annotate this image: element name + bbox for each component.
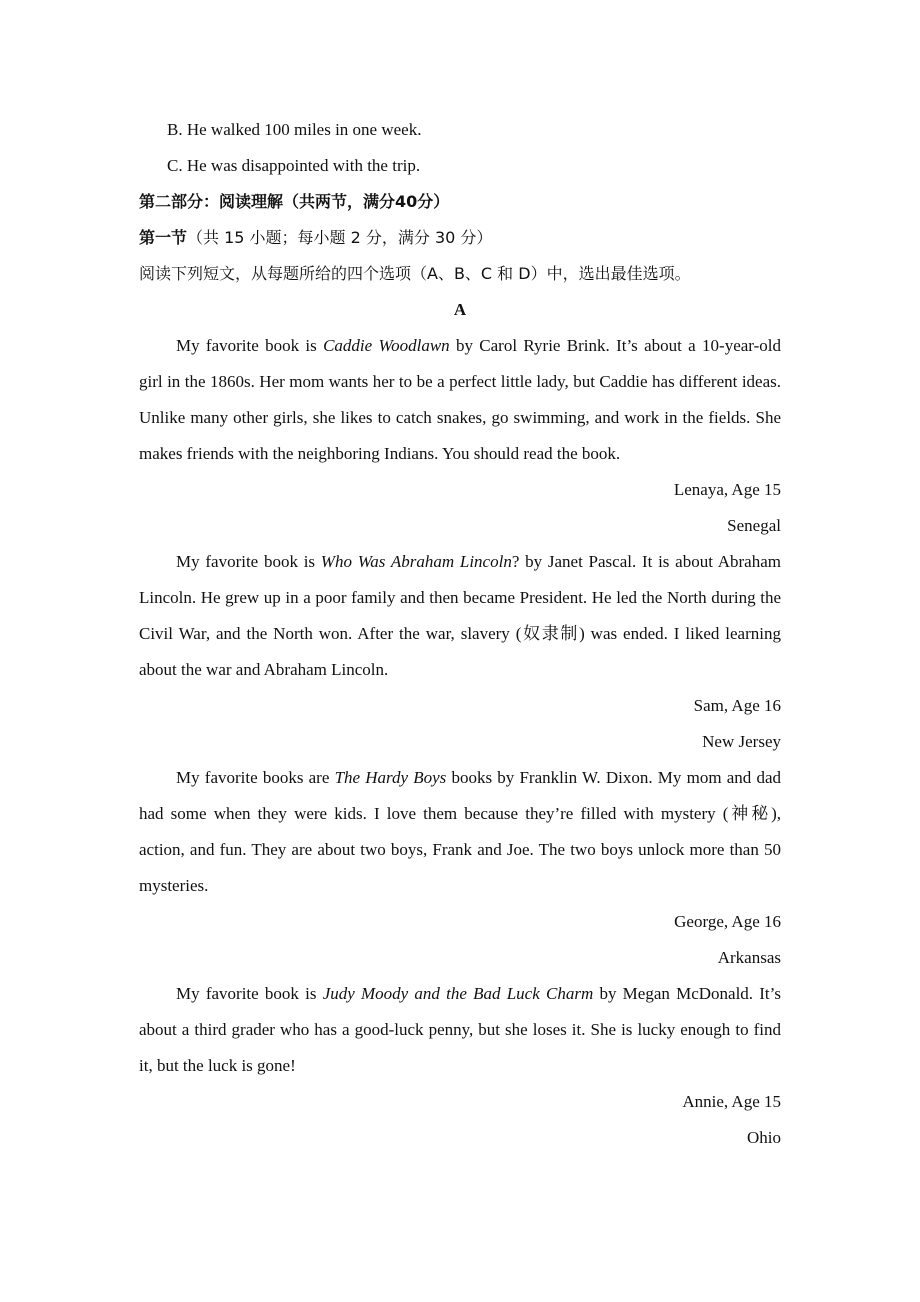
entry-intro: My favorite book is xyxy=(176,336,324,355)
entry-body: by Carol Ryrie Brink. It’s about a 10-year-old girl in the 1860s. Her mom wants her to be a perfect little lady, but Caddie has different ideas. Unlike many other girls, she likes to catch snakes, go swimming, and work in the fields. She makes friends with the neighboring Indians. You should read the book. xyxy=(139,336,781,463)
author-name: Sam, Age 16 xyxy=(693,696,781,715)
subsection-line xyxy=(139,220,781,256)
entry-intro: My favorite book is xyxy=(176,552,321,571)
book-title: The Hardy Boys xyxy=(334,768,447,787)
option-b: B. He walked 100 miles in one week. xyxy=(167,120,422,139)
entry-text xyxy=(139,760,781,904)
option-c: C. He was disappointed with the trip. xyxy=(167,156,421,175)
book-title: Caddie Woodlawn xyxy=(323,336,450,355)
passage-letter: A xyxy=(453,300,467,319)
section-heading: 第二部分：阅读理解（共两节，满分40分） xyxy=(139,192,450,211)
entry-body: books by Franklin W. Dixon. My mom and dad had some when they were kids. I love them because they’re filled with mystery (神秘), action, and fun. They are about two boys, Frank and Joe. The two boys unlock more than 50 mysteries. xyxy=(139,768,781,895)
author-place: New Jersey xyxy=(702,732,781,751)
author-place: Senegal xyxy=(727,516,781,535)
subsection-title: 第一节 xyxy=(139,228,188,247)
book-title: Who Was Abraham Lincoln xyxy=(320,552,512,571)
entry-body: ? by Janet Pascal. It is about Abraham Lincoln. He grew up in a poor family and then became President. He led the North during the Civil War, and the North won. After the war, slavery (奴隶制) was ended. I liked learning about the war and Abraham Lincoln. xyxy=(139,552,781,679)
author-name: George, Age 16 xyxy=(674,912,781,931)
book-title: Judy Moody and the Bad Luck Charm xyxy=(322,984,594,1003)
author-place: Arkansas xyxy=(717,948,781,967)
document-page xyxy=(139,112,781,1156)
author-name: Lenaya, Age 15 xyxy=(673,480,781,499)
author-name: Annie, Age 15 xyxy=(682,1092,781,1111)
entry-body: by Megan McDonald. It’s about a third grader who has a good-luck penny, but she loses it. She is lucky enough to find it, but the luck is gone! xyxy=(139,984,781,1075)
entry-intro: My favorite books are xyxy=(176,768,335,787)
entry-text xyxy=(139,976,781,1084)
subsection-note: （共 15 小题；每小题 2 分，满分 30 分） xyxy=(187,228,493,247)
entry-intro: My favorite book is xyxy=(176,984,323,1003)
author-place: Ohio xyxy=(747,1128,781,1147)
entry-text xyxy=(139,544,781,688)
entry-text xyxy=(139,328,781,472)
instructions: 阅读下列短文，从每题所给的四个选项（A、B、C 和 D）中，选出最佳选项。 xyxy=(139,264,691,283)
